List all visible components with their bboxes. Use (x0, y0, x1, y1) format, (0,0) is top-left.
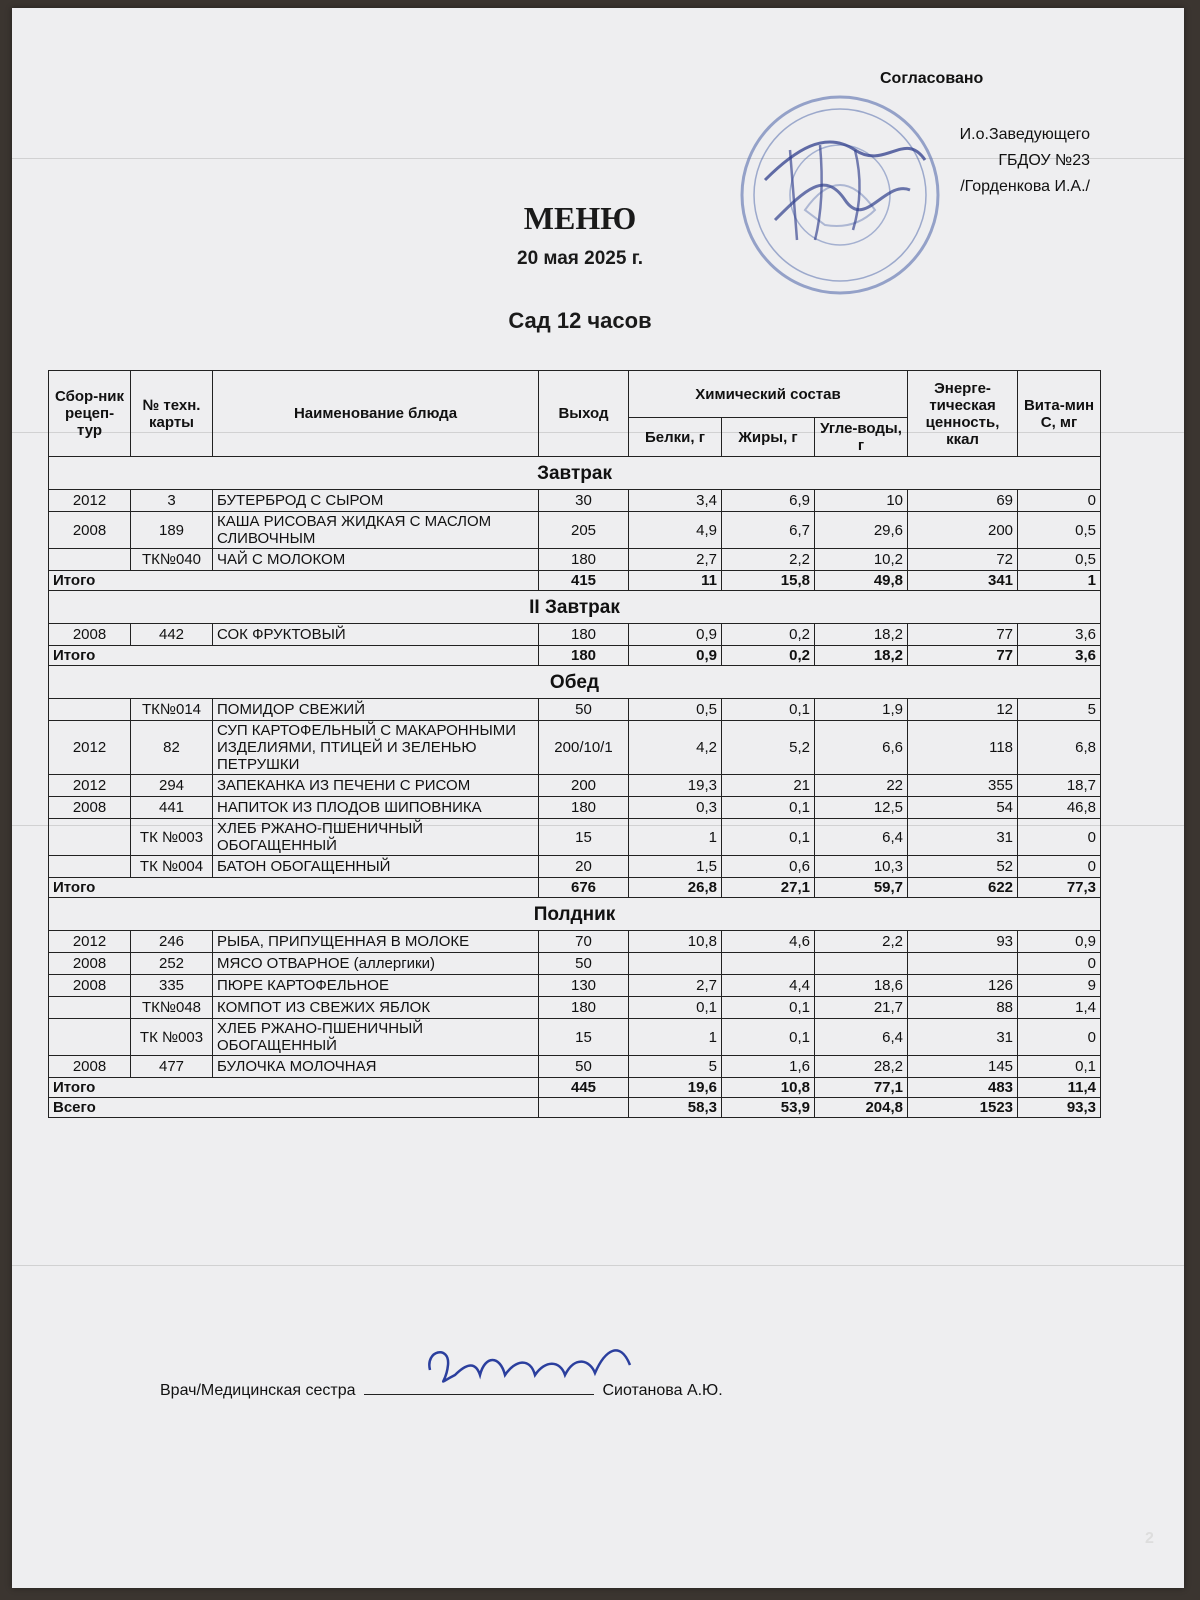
energy-cell: 52 (908, 856, 1018, 878)
section-header (49, 457, 1101, 490)
header-chem: Химический состав (629, 371, 908, 418)
dish-name-cell: ЧАЙ С МОЛОКОМ (213, 549, 539, 571)
vitamin-cell: 5 (1018, 699, 1101, 721)
table-row (49, 549, 1101, 571)
output-cell: 200/10/1 (539, 721, 629, 775)
dish-name-cell: МЯСО ОТВАРНОЕ (аллергики) (213, 953, 539, 975)
table-row (49, 699, 1101, 721)
output-cell: 30 (539, 490, 629, 512)
energy-cell: 93 (908, 931, 1018, 953)
header-energy: Энерге-тическая ценность, ккал (908, 371, 1018, 457)
tech-card-cell: 442 (131, 624, 213, 646)
grand-total-protein-cell: 58,3 (629, 1098, 722, 1118)
fat-cell: 2,2 (722, 549, 815, 571)
dish-name-cell: ХЛЕБ РЖАНО-ПШЕНИЧНЫЙ ОБОГАЩЕННЫЙ (213, 1019, 539, 1056)
grand-total-fat-cell: 53,9 (722, 1098, 815, 1118)
grand-total-output-cell (539, 1098, 629, 1118)
fat-cell: 0,1 (722, 819, 815, 856)
total-label: Итого (49, 1078, 539, 1098)
table-row (49, 624, 1101, 646)
output-cell: 20 (539, 856, 629, 878)
tech-card-cell: 335 (131, 975, 213, 997)
vitamin-cell: 0,9 (1018, 931, 1101, 953)
output-cell: 180 (539, 797, 629, 819)
fat-cell: 0,6 (722, 856, 815, 878)
dish-name-cell: РЫБА, ПРИПУЩЕННАЯ В МОЛОКЕ (213, 931, 539, 953)
fold-line (12, 1265, 1184, 1266)
output-cell: 70 (539, 931, 629, 953)
fat-cell: 0,1 (722, 699, 815, 721)
menu-date: 20 мая 2025 г. (517, 248, 643, 269)
energy-cell: 145 (908, 1056, 1018, 1078)
protein-cell: 5 (629, 1056, 722, 1078)
output-cell: 15 (539, 819, 629, 856)
carbs-cell: 12,5 (815, 797, 908, 819)
table-row (49, 1019, 1101, 1056)
total-energy-cell: 483 (908, 1078, 1018, 1098)
collection-cell (49, 699, 131, 721)
protein-cell: 0,1 (629, 997, 722, 1019)
dish-name-cell: БАТОН ОБОГАЩЕННЫЙ (213, 856, 539, 878)
collection-cell: 2008 (49, 1056, 131, 1078)
total-protein-cell: 19,6 (629, 1078, 722, 1098)
vitamin-cell: 46,8 (1018, 797, 1101, 819)
energy-cell: 126 (908, 975, 1018, 997)
protein-cell: 19,3 (629, 775, 722, 797)
output-cell: 180 (539, 624, 629, 646)
dish-name-cell: КАША РИСОВАЯ ЖИДКАЯ С МАСЛОМ СЛИВОЧНЫМ (213, 512, 539, 549)
carbs-cell: 10 (815, 490, 908, 512)
dish-name-cell: ПОМИДОР СВЕЖИЙ (213, 699, 539, 721)
dish-name-cell: ПЮРЕ КАРТОФЕЛЬНОЕ (213, 975, 539, 997)
table-row (49, 721, 1101, 775)
total-row (49, 571, 1101, 591)
total-energy-cell: 77 (908, 646, 1018, 666)
table-row (49, 819, 1101, 856)
approval-position: И.о.Заведующего (959, 126, 1090, 143)
output-cell: 200 (539, 775, 629, 797)
table-row (49, 975, 1101, 997)
energy-cell: 12 (908, 699, 1018, 721)
fat-cell: 5,2 (722, 721, 815, 775)
approval-org: ГБДОУ №23 (998, 152, 1090, 169)
table-row (49, 512, 1101, 549)
tech-card-cell: 294 (131, 775, 213, 797)
section-header (49, 666, 1101, 699)
approval-name: /Горденкова И.А./ (960, 178, 1090, 195)
dish-name-cell: БУТЕРБРОД С СЫРОМ (213, 490, 539, 512)
table-row (49, 797, 1101, 819)
energy-cell: 31 (908, 1019, 1018, 1056)
tech-card-cell: 252 (131, 953, 213, 975)
vitamin-cell: 9 (1018, 975, 1101, 997)
header-collection: Сбор-ник рецеп-тур (49, 371, 131, 457)
total-carbs-cell: 77,1 (815, 1078, 908, 1098)
carbs-cell: 22 (815, 775, 908, 797)
tech-card-cell: 246 (131, 931, 213, 953)
vitamin-cell: 0 (1018, 819, 1101, 856)
total-label: Итого (49, 878, 539, 898)
output-cell: 180 (539, 997, 629, 1019)
fat-cell: 4,6 (722, 931, 815, 953)
total-fat-cell: 15,8 (722, 571, 815, 591)
total-energy-cell: 622 (908, 878, 1018, 898)
signer-name: Сиотанова А.Ю. (602, 1382, 723, 1399)
total-carbs-cell: 49,8 (815, 571, 908, 591)
grand-total-carbs-cell: 204,8 (815, 1098, 908, 1118)
carbs-cell: 28,2 (815, 1056, 908, 1078)
header-dish-name: Наименование блюда (213, 371, 539, 457)
fat-cell: 0,1 (722, 1019, 815, 1056)
table-row (49, 953, 1101, 975)
table-row (49, 775, 1101, 797)
energy-cell: 72 (908, 549, 1018, 571)
tech-card-cell: ТК№040 (131, 549, 213, 571)
vitamin-cell: 0 (1018, 490, 1101, 512)
total-vitamin-cell: 11,4 (1018, 1078, 1101, 1098)
section-title: Обед (49, 666, 1101, 699)
carbs-cell: 1,9 (815, 699, 908, 721)
dish-name-cell: СУП КАРТОФЕЛЬНЫЙ С МАКАРОННЫМИ ИЗДЕЛИЯМИ, ПТИЦЕЙ И ЗЕЛЕНЬЮ ПЕТРУШКИ (213, 721, 539, 775)
total-energy-cell: 341 (908, 571, 1018, 591)
tech-card-cell: 189 (131, 512, 213, 549)
carbs-cell: 2,2 (815, 931, 908, 953)
total-fat-cell: 10,8 (722, 1078, 815, 1098)
tech-card-cell: ТК №003 (131, 819, 213, 856)
protein-cell: 0,3 (629, 797, 722, 819)
grand-total-energy-cell: 1523 (908, 1098, 1018, 1118)
signer-role: Врач/Медицинская сестра (160, 1382, 356, 1399)
collection-cell: 2008 (49, 797, 131, 819)
carbs-cell (815, 953, 908, 975)
collection-cell: 2012 (49, 931, 131, 953)
fat-cell: 6,7 (722, 512, 815, 549)
collection-cell (49, 1019, 131, 1056)
dish-name-cell: ЗАПЕКАНКА ИЗ ПЕЧЕНИ С РИСОМ (213, 775, 539, 797)
energy-cell: 54 (908, 797, 1018, 819)
protein-cell: 10,8 (629, 931, 722, 953)
fat-cell: 21 (722, 775, 815, 797)
menu-subtitle: Сад 12 часов (508, 308, 652, 333)
output-cell: 50 (539, 953, 629, 975)
section-title: Завтрак (49, 457, 1101, 490)
header-output: Выход (539, 371, 629, 457)
header-vitamin: Вита-мин С, мг (1018, 371, 1101, 457)
total-vitamin-cell: 77,3 (1018, 878, 1101, 898)
vitamin-cell: 0,1 (1018, 1056, 1101, 1078)
table-row (49, 931, 1101, 953)
tech-card-cell: ТК№048 (131, 997, 213, 1019)
carbs-cell: 10,3 (815, 856, 908, 878)
protein-cell: 4,2 (629, 721, 722, 775)
header-protein: Белки, г (629, 418, 722, 457)
dish-name-cell: КОМПОТ ИЗ СВЕЖИХ ЯБЛОК (213, 997, 539, 1019)
vitamin-cell: 0,5 (1018, 549, 1101, 571)
tech-card-cell: ТК №004 (131, 856, 213, 878)
header-carbs: Угле-воды, г (815, 418, 908, 457)
tech-card-cell: ТК№014 (131, 699, 213, 721)
total-output-cell: 445 (539, 1078, 629, 1098)
total-protein-cell: 11 (629, 571, 722, 591)
total-row (49, 878, 1101, 898)
collection-cell: 2012 (49, 490, 131, 512)
collection-cell: 2012 (49, 721, 131, 775)
vitamin-cell: 18,7 (1018, 775, 1101, 797)
collection-cell (49, 549, 131, 571)
fat-cell (722, 953, 815, 975)
collection-cell: 2008 (49, 624, 131, 646)
protein-cell: 1,5 (629, 856, 722, 878)
energy-cell: 88 (908, 997, 1018, 1019)
total-label: Итого (49, 571, 539, 591)
output-cell: 50 (539, 699, 629, 721)
menu-body (49, 457, 1101, 1118)
tech-card-cell: 477 (131, 1056, 213, 1078)
table-row (49, 490, 1101, 512)
section-header (49, 898, 1101, 931)
grand-total-vitamin-cell: 93,3 (1018, 1098, 1101, 1118)
protein-cell: 2,7 (629, 549, 722, 571)
carbs-cell: 29,6 (815, 512, 908, 549)
output-cell: 50 (539, 1056, 629, 1078)
dish-name-cell: СОК ФРУКТОВЫЙ (213, 624, 539, 646)
collection-cell (49, 819, 131, 856)
collection-cell (49, 856, 131, 878)
output-cell: 205 (539, 512, 629, 549)
vitamin-cell: 0,5 (1018, 512, 1101, 549)
dish-name-cell: НАПИТОК ИЗ ПЛОДОВ ШИПОВНИКА (213, 797, 539, 819)
energy-cell: 200 (908, 512, 1018, 549)
energy-cell: 118 (908, 721, 1018, 775)
collection-cell: 2012 (49, 775, 131, 797)
output-cell: 180 (539, 549, 629, 571)
total-row (49, 646, 1101, 666)
energy-cell: 31 (908, 819, 1018, 856)
tech-card-cell: ТК №003 (131, 1019, 213, 1056)
vitamin-cell: 6,8 (1018, 721, 1101, 775)
energy-cell: 77 (908, 624, 1018, 646)
fat-cell: 0,1 (722, 797, 815, 819)
total-vitamin-cell: 1 (1018, 571, 1101, 591)
total-carbs-cell: 18,2 (815, 646, 908, 666)
fat-cell: 0,1 (722, 997, 815, 1019)
energy-cell: 355 (908, 775, 1018, 797)
grand-total-label: Всего (49, 1098, 539, 1118)
carbs-cell: 21,7 (815, 997, 908, 1019)
protein-cell: 0,9 (629, 624, 722, 646)
menu-table (48, 370, 1101, 1118)
energy-cell (908, 953, 1018, 975)
page-number: 2 (1145, 1530, 1154, 1547)
protein-cell: 2,7 (629, 975, 722, 997)
collection-cell: 2008 (49, 953, 131, 975)
protein-cell: 1 (629, 819, 722, 856)
approval-title: Согласовано (880, 70, 984, 87)
vitamin-cell: 0 (1018, 953, 1101, 975)
output-cell: 15 (539, 1019, 629, 1056)
total-protein-cell: 26,8 (629, 878, 722, 898)
protein-cell (629, 953, 722, 975)
carbs-cell: 6,4 (815, 819, 908, 856)
total-row (49, 1078, 1101, 1098)
total-output-cell: 676 (539, 878, 629, 898)
total-fat-cell: 0,2 (722, 646, 815, 666)
total-label: Итого (49, 646, 539, 666)
total-vitamin-cell: 3,6 (1018, 646, 1101, 666)
output-cell: 130 (539, 975, 629, 997)
carbs-cell: 18,2 (815, 624, 908, 646)
header-tech-card: № техн. карты (131, 371, 213, 457)
carbs-cell: 18,6 (815, 975, 908, 997)
fat-cell: 6,9 (722, 490, 815, 512)
total-protein-cell: 0,9 (629, 646, 722, 666)
section-title: II Завтрак (49, 591, 1101, 624)
tech-card-cell: 82 (131, 721, 213, 775)
energy-cell: 69 (908, 490, 1018, 512)
vitamin-cell: 1,4 (1018, 997, 1101, 1019)
table-row (49, 997, 1101, 1019)
total-fat-cell: 27,1 (722, 878, 815, 898)
vitamin-cell: 0 (1018, 1019, 1101, 1056)
table-row (49, 856, 1101, 878)
protein-cell: 4,9 (629, 512, 722, 549)
protein-cell: 0,5 (629, 699, 722, 721)
signature-line (160, 1380, 723, 1400)
total-output-cell: 415 (539, 571, 629, 591)
table-row (49, 1056, 1101, 1078)
signature-underline (364, 1380, 594, 1395)
fat-cell: 4,4 (722, 975, 815, 997)
collection-cell: 2008 (49, 512, 131, 549)
tech-card-cell: 441 (131, 797, 213, 819)
total-carbs-cell: 59,7 (815, 878, 908, 898)
approval-block (880, 70, 1090, 204)
section-title: Полдник (49, 898, 1101, 931)
total-output-cell: 180 (539, 646, 629, 666)
tech-card-cell: 3 (131, 490, 213, 512)
fat-cell: 1,6 (722, 1056, 815, 1078)
vitamin-cell: 3,6 (1018, 624, 1101, 646)
carbs-cell: 10,2 (815, 549, 908, 571)
carbs-cell: 6,4 (815, 1019, 908, 1056)
header-fat: Жиры, г (722, 418, 815, 457)
vitamin-cell: 0 (1018, 856, 1101, 878)
protein-cell: 1 (629, 1019, 722, 1056)
page-title: МЕНЮ (523, 200, 637, 236)
dish-name-cell: ХЛЕБ РЖАНО-ПШЕНИЧНЫЙ ОБОГАЩЕННЫЙ (213, 819, 539, 856)
collection-cell: 2008 (49, 975, 131, 997)
grand-total-row (49, 1098, 1101, 1118)
carbs-cell: 6,6 (815, 721, 908, 775)
collection-cell (49, 997, 131, 1019)
dish-name-cell: БУЛОЧКА МОЛОЧНАЯ (213, 1056, 539, 1078)
section-header (49, 591, 1101, 624)
protein-cell: 3,4 (629, 490, 722, 512)
fat-cell: 0,2 (722, 624, 815, 646)
